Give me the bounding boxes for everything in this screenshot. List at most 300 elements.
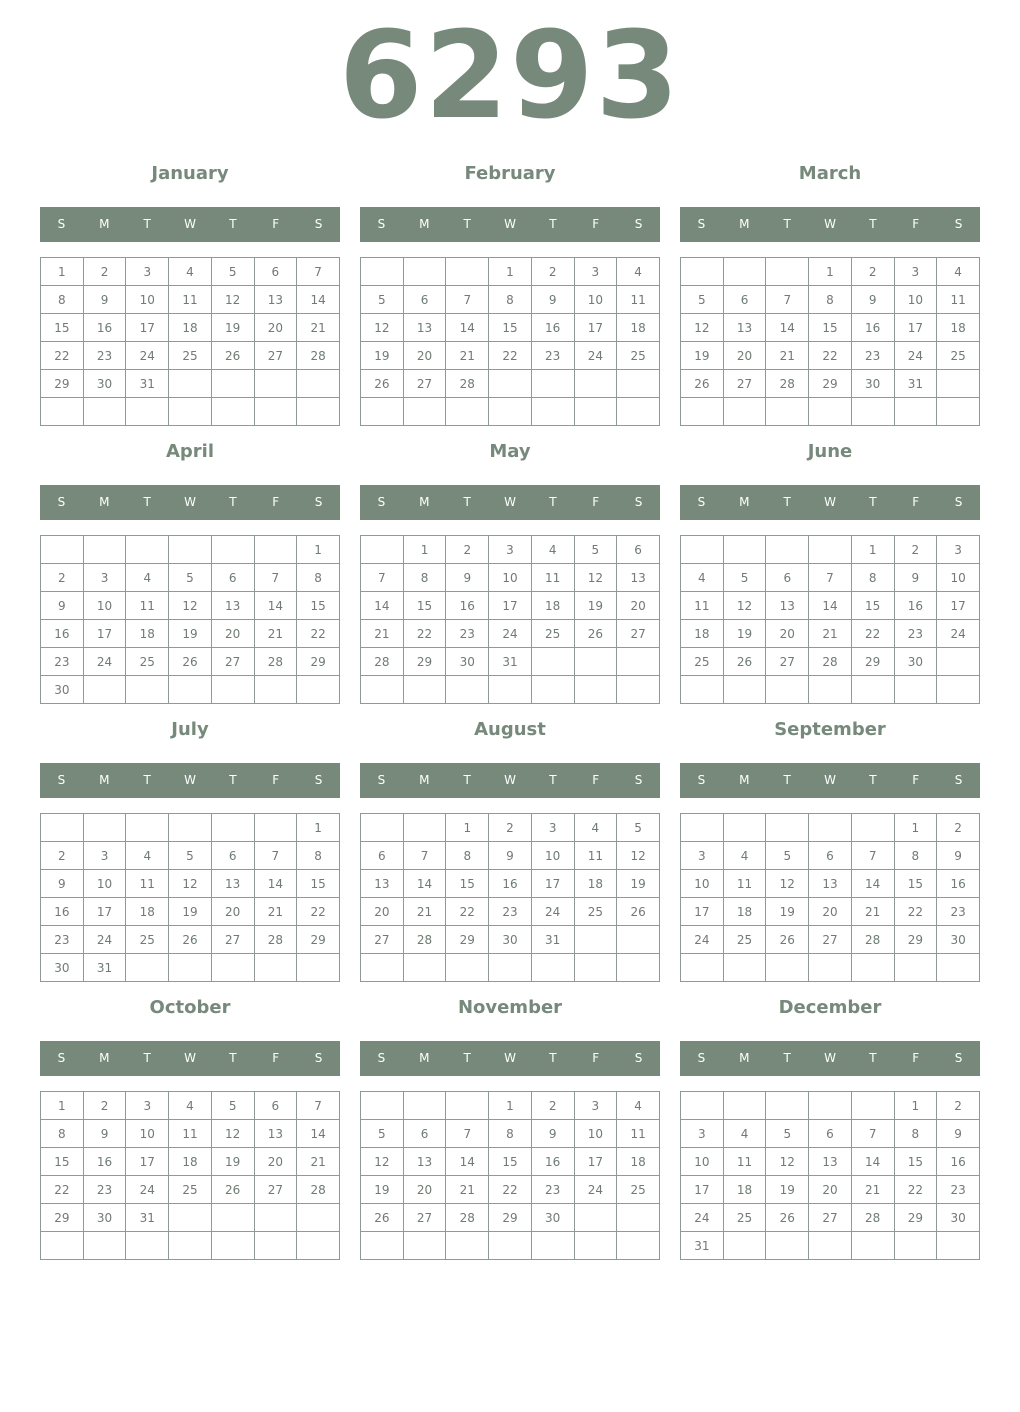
weekday-label: S xyxy=(314,1051,323,1065)
day-cell: 12 xyxy=(211,1120,254,1148)
day-cell: 18 xyxy=(574,870,617,898)
day-cell: 31 xyxy=(126,370,169,398)
day-cell: 1 xyxy=(446,814,489,842)
day-cell: 8 xyxy=(403,564,446,592)
day-cell: 8 xyxy=(489,1120,532,1148)
day-cell: 28 xyxy=(809,648,852,676)
day-cell xyxy=(574,1204,617,1232)
day-grid xyxy=(680,535,980,704)
day-cell xyxy=(211,1232,254,1260)
day-cell: 20 xyxy=(766,620,809,648)
day-cell: 23 xyxy=(531,1176,574,1204)
day-cell: 4 xyxy=(126,564,169,592)
day-cell: 26 xyxy=(617,898,660,926)
weekday-label: T xyxy=(143,773,151,787)
day-cell xyxy=(211,1204,254,1232)
day-cell: 22 xyxy=(41,342,84,370)
day-cell xyxy=(254,676,297,704)
day-cell: 31 xyxy=(681,1232,724,1260)
day-cell xyxy=(169,398,212,426)
week-row xyxy=(41,648,340,676)
day-cell: 21 xyxy=(446,342,489,370)
week-row xyxy=(361,258,660,286)
day-cell xyxy=(531,954,574,982)
day-cell: 16 xyxy=(937,1148,980,1176)
weekday-label: F xyxy=(272,495,280,509)
day-cell xyxy=(723,954,766,982)
day-cell: 25 xyxy=(126,648,169,676)
day-cell: 18 xyxy=(126,898,169,926)
day-cell xyxy=(723,258,766,286)
day-cell xyxy=(937,648,980,676)
day-cell: 27 xyxy=(403,1204,446,1232)
week-row xyxy=(681,592,980,620)
day-cell: 13 xyxy=(254,286,297,314)
day-cell: 7 xyxy=(403,842,446,870)
day-cell: 21 xyxy=(254,620,297,648)
day-cell: 2 xyxy=(894,536,937,564)
week-row xyxy=(681,536,980,564)
day-cell: 8 xyxy=(809,286,852,314)
day-cell: 2 xyxy=(446,536,489,564)
day-cell: 19 xyxy=(169,620,212,648)
weekday-label: S xyxy=(57,1051,66,1065)
day-cell: 24 xyxy=(681,926,724,954)
weekday-label: F xyxy=(912,1051,920,1065)
day-cell: 14 xyxy=(766,314,809,342)
day-grid xyxy=(360,257,660,426)
day-cell xyxy=(446,954,489,982)
day-cell: 27 xyxy=(809,926,852,954)
day-cell xyxy=(446,1232,489,1260)
day-cell: 3 xyxy=(489,536,532,564)
day-cell xyxy=(681,258,724,286)
week-row xyxy=(41,926,340,954)
day-cell xyxy=(766,954,809,982)
day-cell: 18 xyxy=(169,1148,212,1176)
day-cell xyxy=(809,398,852,426)
day-cell xyxy=(254,954,297,982)
week-row xyxy=(41,564,340,592)
weekday-header xyxy=(680,1041,980,1076)
day-cell: 16 xyxy=(41,898,84,926)
week-row xyxy=(41,258,340,286)
weekday-label: M xyxy=(419,773,430,787)
day-cell: 19 xyxy=(361,1176,404,1204)
day-cell: 23 xyxy=(937,1176,980,1204)
day-cell: 26 xyxy=(169,648,212,676)
day-cell: 30 xyxy=(83,1204,126,1232)
week-row xyxy=(681,370,980,398)
month-name: January xyxy=(151,163,229,184)
day-cell xyxy=(617,926,660,954)
day-cell: 24 xyxy=(894,342,937,370)
day-cell xyxy=(531,370,574,398)
day-cell: 14 xyxy=(254,870,297,898)
day-cell: 27 xyxy=(809,1204,852,1232)
day-cell: 7 xyxy=(446,286,489,314)
day-cell: 10 xyxy=(681,1148,724,1176)
day-cell: 5 xyxy=(169,564,212,592)
day-cell xyxy=(681,536,724,564)
day-cell: 4 xyxy=(169,1092,212,1120)
day-cell: 3 xyxy=(126,1092,169,1120)
day-cell xyxy=(126,536,169,564)
day-cell: 31 xyxy=(894,370,937,398)
day-cell: 15 xyxy=(41,1148,84,1176)
week-row xyxy=(41,676,340,704)
day-cell: 16 xyxy=(937,870,980,898)
day-cell xyxy=(489,676,532,704)
day-cell xyxy=(446,1092,489,1120)
day-cell: 12 xyxy=(766,1148,809,1176)
day-cell: 28 xyxy=(446,370,489,398)
day-cell: 3 xyxy=(126,258,169,286)
day-cell xyxy=(617,648,660,676)
day-cell: 3 xyxy=(574,1092,617,1120)
week-row xyxy=(41,370,340,398)
weekday-label: T xyxy=(143,1051,151,1065)
day-cell: 3 xyxy=(83,564,126,592)
day-cell: 11 xyxy=(617,1120,660,1148)
week-row xyxy=(681,898,980,926)
weekday-header xyxy=(360,485,660,520)
day-cell: 8 xyxy=(489,286,532,314)
day-cell: 13 xyxy=(723,314,766,342)
day-cell: 11 xyxy=(574,842,617,870)
day-cell: 12 xyxy=(169,592,212,620)
day-cell: 3 xyxy=(894,258,937,286)
day-cell: 25 xyxy=(531,620,574,648)
day-grid xyxy=(40,535,340,704)
day-cell: 13 xyxy=(211,592,254,620)
day-cell: 15 xyxy=(489,1148,532,1176)
day-cell xyxy=(403,1092,446,1120)
weekday-header xyxy=(360,1041,660,1076)
day-cell: 11 xyxy=(169,1120,212,1148)
day-cell: 8 xyxy=(894,1120,937,1148)
day-cell: 23 xyxy=(83,1176,126,1204)
day-cell: 23 xyxy=(446,620,489,648)
weekday-label: T xyxy=(549,773,557,787)
day-cell: 28 xyxy=(254,926,297,954)
day-cell: 1 xyxy=(41,258,84,286)
day-cell: 21 xyxy=(446,1176,489,1204)
day-cell: 25 xyxy=(617,342,660,370)
weekday-label: F xyxy=(592,1051,600,1065)
day-cell xyxy=(211,954,254,982)
day-grid xyxy=(360,535,660,704)
day-cell: 28 xyxy=(851,1204,894,1232)
weekday-header xyxy=(680,763,980,798)
weekday-label: W xyxy=(824,217,836,231)
week-row xyxy=(361,926,660,954)
day-cell: 10 xyxy=(894,286,937,314)
day-cell: 5 xyxy=(766,1120,809,1148)
day-cell: 19 xyxy=(617,870,660,898)
day-cell: 2 xyxy=(531,258,574,286)
weekday-label: S xyxy=(314,217,323,231)
day-cell: 9 xyxy=(83,1120,126,1148)
day-cell: 17 xyxy=(574,1148,617,1176)
day-cell xyxy=(126,814,169,842)
day-cell xyxy=(254,536,297,564)
day-cell: 7 xyxy=(446,1120,489,1148)
day-cell xyxy=(489,370,532,398)
week-row xyxy=(681,676,980,704)
day-cell: 9 xyxy=(937,842,980,870)
day-cell: 23 xyxy=(531,342,574,370)
day-cell xyxy=(723,1092,766,1120)
day-cell: 22 xyxy=(489,342,532,370)
day-cell: 1 xyxy=(489,1092,532,1120)
day-cell xyxy=(83,1232,126,1260)
day-cell xyxy=(403,258,446,286)
day-cell xyxy=(809,1232,852,1260)
day-cell xyxy=(574,954,617,982)
month-name: December xyxy=(778,997,882,1018)
weekday-label: S xyxy=(634,217,643,231)
week-row xyxy=(41,342,340,370)
week-row xyxy=(361,592,660,620)
month-name: October xyxy=(149,997,231,1018)
day-cell: 12 xyxy=(574,564,617,592)
day-cell: 10 xyxy=(531,842,574,870)
weekday-label: F xyxy=(272,773,280,787)
day-cell: 22 xyxy=(297,620,340,648)
week-row xyxy=(41,592,340,620)
day-cell: 8 xyxy=(851,564,894,592)
weekday-header xyxy=(40,485,340,520)
day-cell: 7 xyxy=(254,842,297,870)
day-cell xyxy=(489,954,532,982)
day-cell: 16 xyxy=(851,314,894,342)
day-cell xyxy=(169,1204,212,1232)
day-cell: 30 xyxy=(531,1204,574,1232)
day-cell: 8 xyxy=(894,842,937,870)
week-row xyxy=(41,814,340,842)
day-cell: 21 xyxy=(361,620,404,648)
day-cell xyxy=(297,676,340,704)
day-cell: 24 xyxy=(681,1204,724,1232)
day-cell: 3 xyxy=(574,258,617,286)
day-cell: 31 xyxy=(83,954,126,982)
weekday-header xyxy=(360,763,660,798)
day-cell: 20 xyxy=(723,342,766,370)
day-cell: 13 xyxy=(766,592,809,620)
weekday-label: M xyxy=(419,1051,430,1065)
day-cell: 29 xyxy=(489,1204,532,1232)
day-cell: 4 xyxy=(574,814,617,842)
day-cell: 11 xyxy=(681,592,724,620)
day-cell xyxy=(617,676,660,704)
day-cell: 13 xyxy=(617,564,660,592)
day-cell: 31 xyxy=(126,1204,169,1232)
day-cell xyxy=(83,814,126,842)
day-cell xyxy=(851,1232,894,1260)
day-cell: 4 xyxy=(937,258,980,286)
day-cell xyxy=(723,814,766,842)
weekday-label: S xyxy=(377,773,386,787)
day-cell: 29 xyxy=(894,1204,937,1232)
day-cell: 20 xyxy=(809,1176,852,1204)
day-cell: 4 xyxy=(531,536,574,564)
day-cell xyxy=(41,814,84,842)
day-cell: 30 xyxy=(894,648,937,676)
day-cell: 28 xyxy=(851,926,894,954)
weekday-label: F xyxy=(592,773,600,787)
day-cell: 26 xyxy=(681,370,724,398)
day-cell: 14 xyxy=(809,592,852,620)
day-cell xyxy=(254,1204,297,1232)
day-cell: 7 xyxy=(297,258,340,286)
day-cell: 21 xyxy=(297,1148,340,1176)
day-cell: 29 xyxy=(41,370,84,398)
day-cell: 9 xyxy=(894,564,937,592)
week-row xyxy=(41,842,340,870)
day-cell: 6 xyxy=(403,1120,446,1148)
day-cell: 20 xyxy=(361,898,404,926)
day-cell: 16 xyxy=(531,1148,574,1176)
week-row xyxy=(361,370,660,398)
day-cell: 17 xyxy=(531,870,574,898)
weekday-label: F xyxy=(272,1051,280,1065)
weekday-header xyxy=(40,763,340,798)
day-cell: 24 xyxy=(126,342,169,370)
day-cell xyxy=(361,258,404,286)
day-cell: 13 xyxy=(211,870,254,898)
day-cell xyxy=(617,1232,660,1260)
day-cell: 5 xyxy=(681,286,724,314)
week-row xyxy=(681,1232,980,1260)
day-cell: 15 xyxy=(41,314,84,342)
day-cell: 23 xyxy=(41,648,84,676)
day-cell: 10 xyxy=(126,1120,169,1148)
day-cell: 19 xyxy=(361,342,404,370)
week-row xyxy=(681,954,980,982)
day-cell: 30 xyxy=(83,370,126,398)
weekday-label: M xyxy=(739,217,750,231)
day-cell: 11 xyxy=(617,286,660,314)
day-grid xyxy=(40,257,340,426)
day-cell: 29 xyxy=(297,926,340,954)
day-cell: 27 xyxy=(766,648,809,676)
month-name: August xyxy=(474,719,546,740)
day-cell: 23 xyxy=(83,342,126,370)
day-cell: 24 xyxy=(489,620,532,648)
weekday-label: S xyxy=(377,495,386,509)
day-cell: 18 xyxy=(126,620,169,648)
day-cell xyxy=(937,398,980,426)
day-cell xyxy=(446,676,489,704)
day-cell xyxy=(531,398,574,426)
weekday-header xyxy=(360,207,660,242)
day-cell xyxy=(211,814,254,842)
day-cell: 28 xyxy=(361,648,404,676)
year-title: 6293 xyxy=(339,7,681,146)
day-cell xyxy=(894,398,937,426)
day-cell: 19 xyxy=(574,592,617,620)
weekday-label: T xyxy=(229,773,237,787)
day-cell xyxy=(403,398,446,426)
day-cell: 26 xyxy=(169,926,212,954)
day-cell xyxy=(723,536,766,564)
weekday-label: M xyxy=(739,773,750,787)
day-cell: 9 xyxy=(83,286,126,314)
day-cell: 17 xyxy=(83,898,126,926)
day-cell: 22 xyxy=(446,898,489,926)
day-cell: 9 xyxy=(41,592,84,620)
day-cell: 10 xyxy=(83,592,126,620)
weekday-label: S xyxy=(377,217,386,231)
day-cell: 22 xyxy=(894,898,937,926)
weekday-header xyxy=(680,207,980,242)
day-cell: 9 xyxy=(531,286,574,314)
day-cell: 19 xyxy=(211,314,254,342)
day-cell xyxy=(169,370,212,398)
day-cell: 14 xyxy=(446,1148,489,1176)
weekday-label: T xyxy=(143,217,151,231)
weekday-label: S xyxy=(697,217,706,231)
day-cell: 2 xyxy=(83,1092,126,1120)
day-cell: 30 xyxy=(489,926,532,954)
week-row xyxy=(681,286,980,314)
day-cell xyxy=(766,814,809,842)
day-cell: 1 xyxy=(297,536,340,564)
weekday-label: W xyxy=(184,495,196,509)
day-cell xyxy=(297,1232,340,1260)
day-cell: 15 xyxy=(894,870,937,898)
day-cell xyxy=(446,398,489,426)
week-row xyxy=(681,564,980,592)
day-cell: 29 xyxy=(894,926,937,954)
week-row xyxy=(361,1232,660,1260)
day-cell: 21 xyxy=(766,342,809,370)
weekday-label: S xyxy=(57,773,66,787)
week-row xyxy=(41,1176,340,1204)
week-row xyxy=(361,536,660,564)
weekday-label: T xyxy=(229,217,237,231)
day-cell xyxy=(254,814,297,842)
day-cell: 6 xyxy=(809,1120,852,1148)
day-cell xyxy=(617,954,660,982)
day-grid xyxy=(680,813,980,982)
weekday-label: W xyxy=(504,1051,516,1065)
day-cell: 28 xyxy=(297,1176,340,1204)
day-cell: 6 xyxy=(211,842,254,870)
weekday-label: T xyxy=(783,1051,791,1065)
day-cell: 17 xyxy=(83,620,126,648)
day-cell: 14 xyxy=(297,1120,340,1148)
weekday-label: T xyxy=(143,495,151,509)
day-cell xyxy=(574,398,617,426)
day-cell: 14 xyxy=(297,286,340,314)
day-cell: 16 xyxy=(83,1148,126,1176)
day-cell: 2 xyxy=(83,258,126,286)
day-cell xyxy=(211,370,254,398)
week-row xyxy=(361,620,660,648)
day-cell xyxy=(126,676,169,704)
day-cell: 9 xyxy=(531,1120,574,1148)
day-cell: 7 xyxy=(297,1092,340,1120)
week-row xyxy=(681,342,980,370)
day-cell xyxy=(41,536,84,564)
weekday-label: F xyxy=(912,495,920,509)
day-cell: 24 xyxy=(574,1176,617,1204)
day-cell: 3 xyxy=(681,1120,724,1148)
weekday-label: T xyxy=(463,217,471,231)
day-cell: 19 xyxy=(766,898,809,926)
